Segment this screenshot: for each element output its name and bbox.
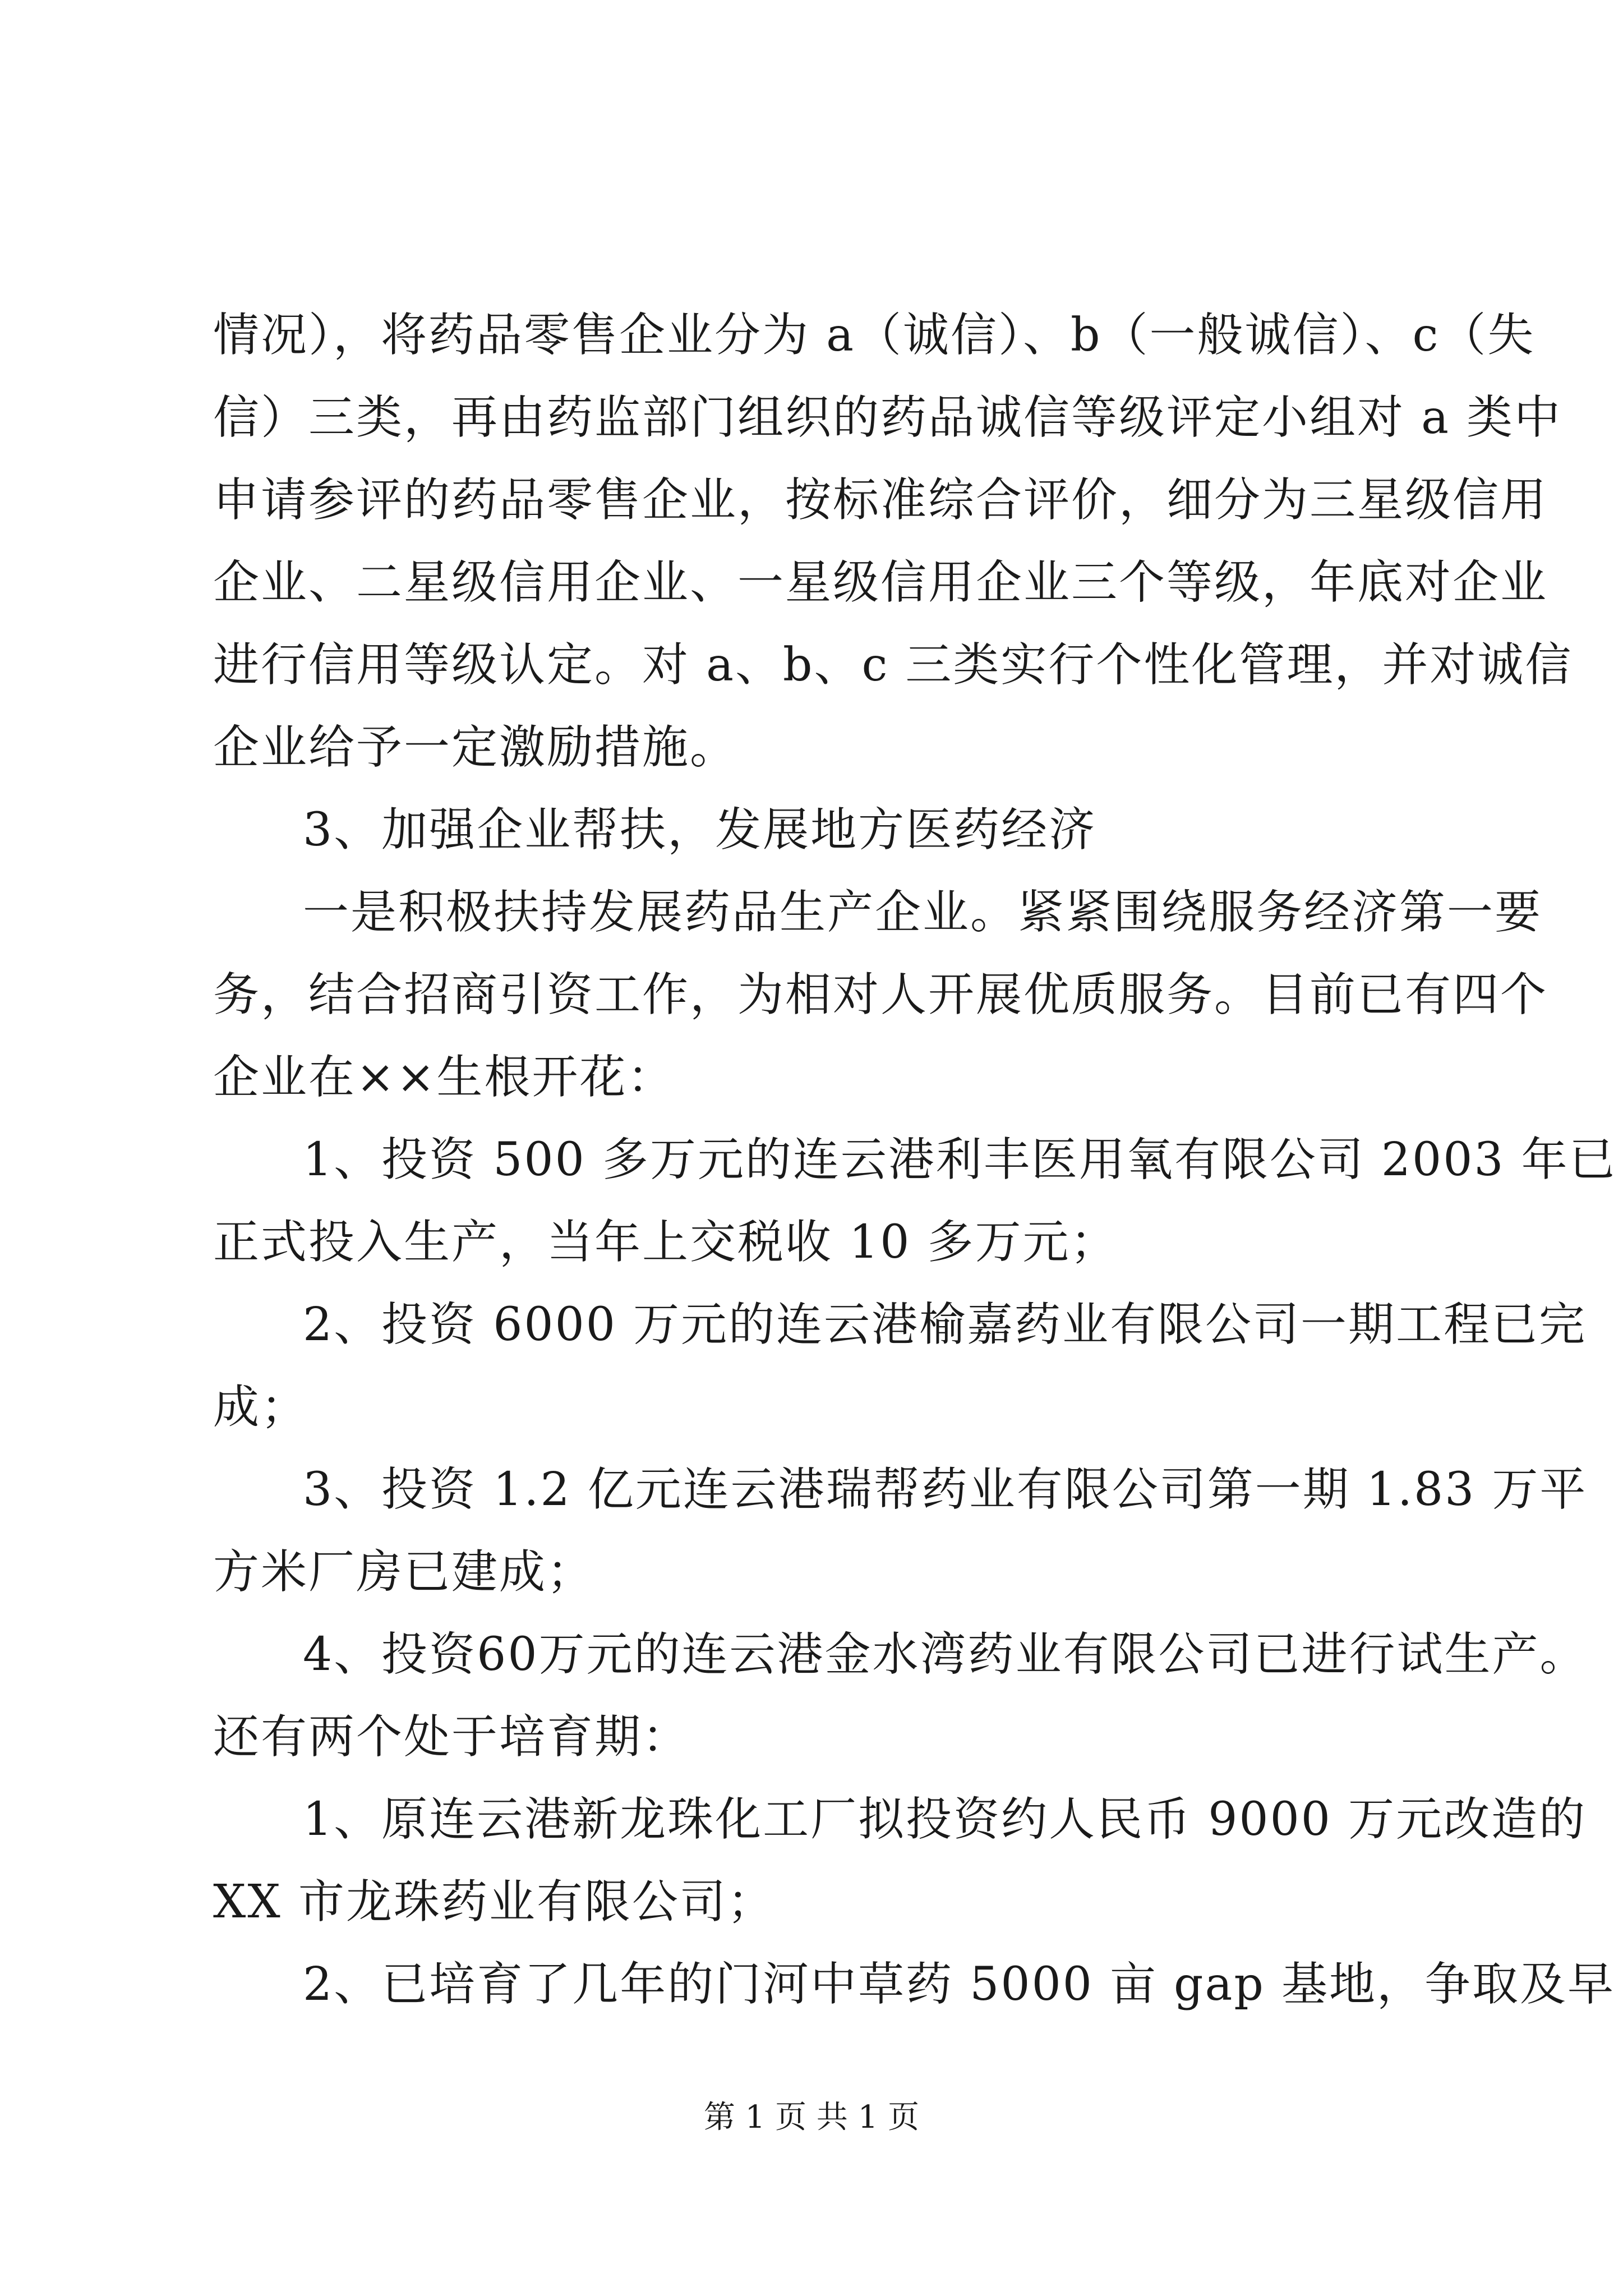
body-line: 还有两个处于培育期： — [213, 1710, 690, 1764]
body-line: 务，结合招商引资工作，为相对人开展优质服务。目前已有四个 — [213, 968, 1548, 1022]
list-item-line: XX 市龙珠药业有限公司； — [213, 1875, 775, 1929]
list-item-line: 2、已培育了几年的门河中草药 5000 亩 gap 基地，争取及早 — [303, 1958, 1615, 2011]
list-item-line: 成； — [213, 1381, 309, 1434]
body-line: 企业给予一定激励措施。 — [213, 721, 738, 774]
list-item-line: 2、投资 6000 万元的连云港榆嘉药业有限公司一期工程已完 — [303, 1298, 1587, 1351]
list-item-line: 正式投入生产，当年上交税收 10 多万元； — [213, 1216, 1118, 1269]
body-line: 申请参评的药品零售企业，按标准综合评价，细分为三星级信用 — [213, 473, 1548, 527]
list-item-line: 3、投资 1.2 亿元连云港瑞帮药业有限公司第一期 1.83 万平 — [303, 1463, 1588, 1516]
body-line: 进行信用等级认定。对 a、b、c 三类实行个性化管理，并对诚信 — [213, 638, 1573, 692]
list-item-line: 1、投资 500 多万元的连云港利丰医用氧有限公司 2003 年已 — [303, 1133, 1617, 1186]
body-line: 情况），将药品零售企业分为 a（诚信）、b（一般诚信）、c（失 — [213, 309, 1536, 362]
section-heading: 3、加强企业帮扶，发展地方医药经济 — [303, 803, 1097, 857]
body-line: 企业在××生根开花： — [213, 1051, 675, 1104]
body-line: 一是积极扶持发展药品生产企业。紧紧围绕服务经济第一要 — [303, 886, 1543, 939]
body-line: 信）三类，再由药监部门组织的药品诚信等级评定小组对 a 类中 — [213, 391, 1562, 444]
list-item-line: 1、原连云港新龙珠化工厂拟投资约人民币 9000 万元改造的 — [303, 1793, 1587, 1846]
list-item-line: 4、投资60万元的连云港金水湾药业有限公司已进行试生产。 — [303, 1628, 1588, 1681]
list-item-line: 方米厂房已建成； — [213, 1545, 595, 1599]
page-footer: 第 1 页 共 1 页 — [703, 2099, 920, 2136]
body-line: 企业、二星级信用企业、一星级信用企业三个等级，年底对企业 — [213, 556, 1548, 609]
